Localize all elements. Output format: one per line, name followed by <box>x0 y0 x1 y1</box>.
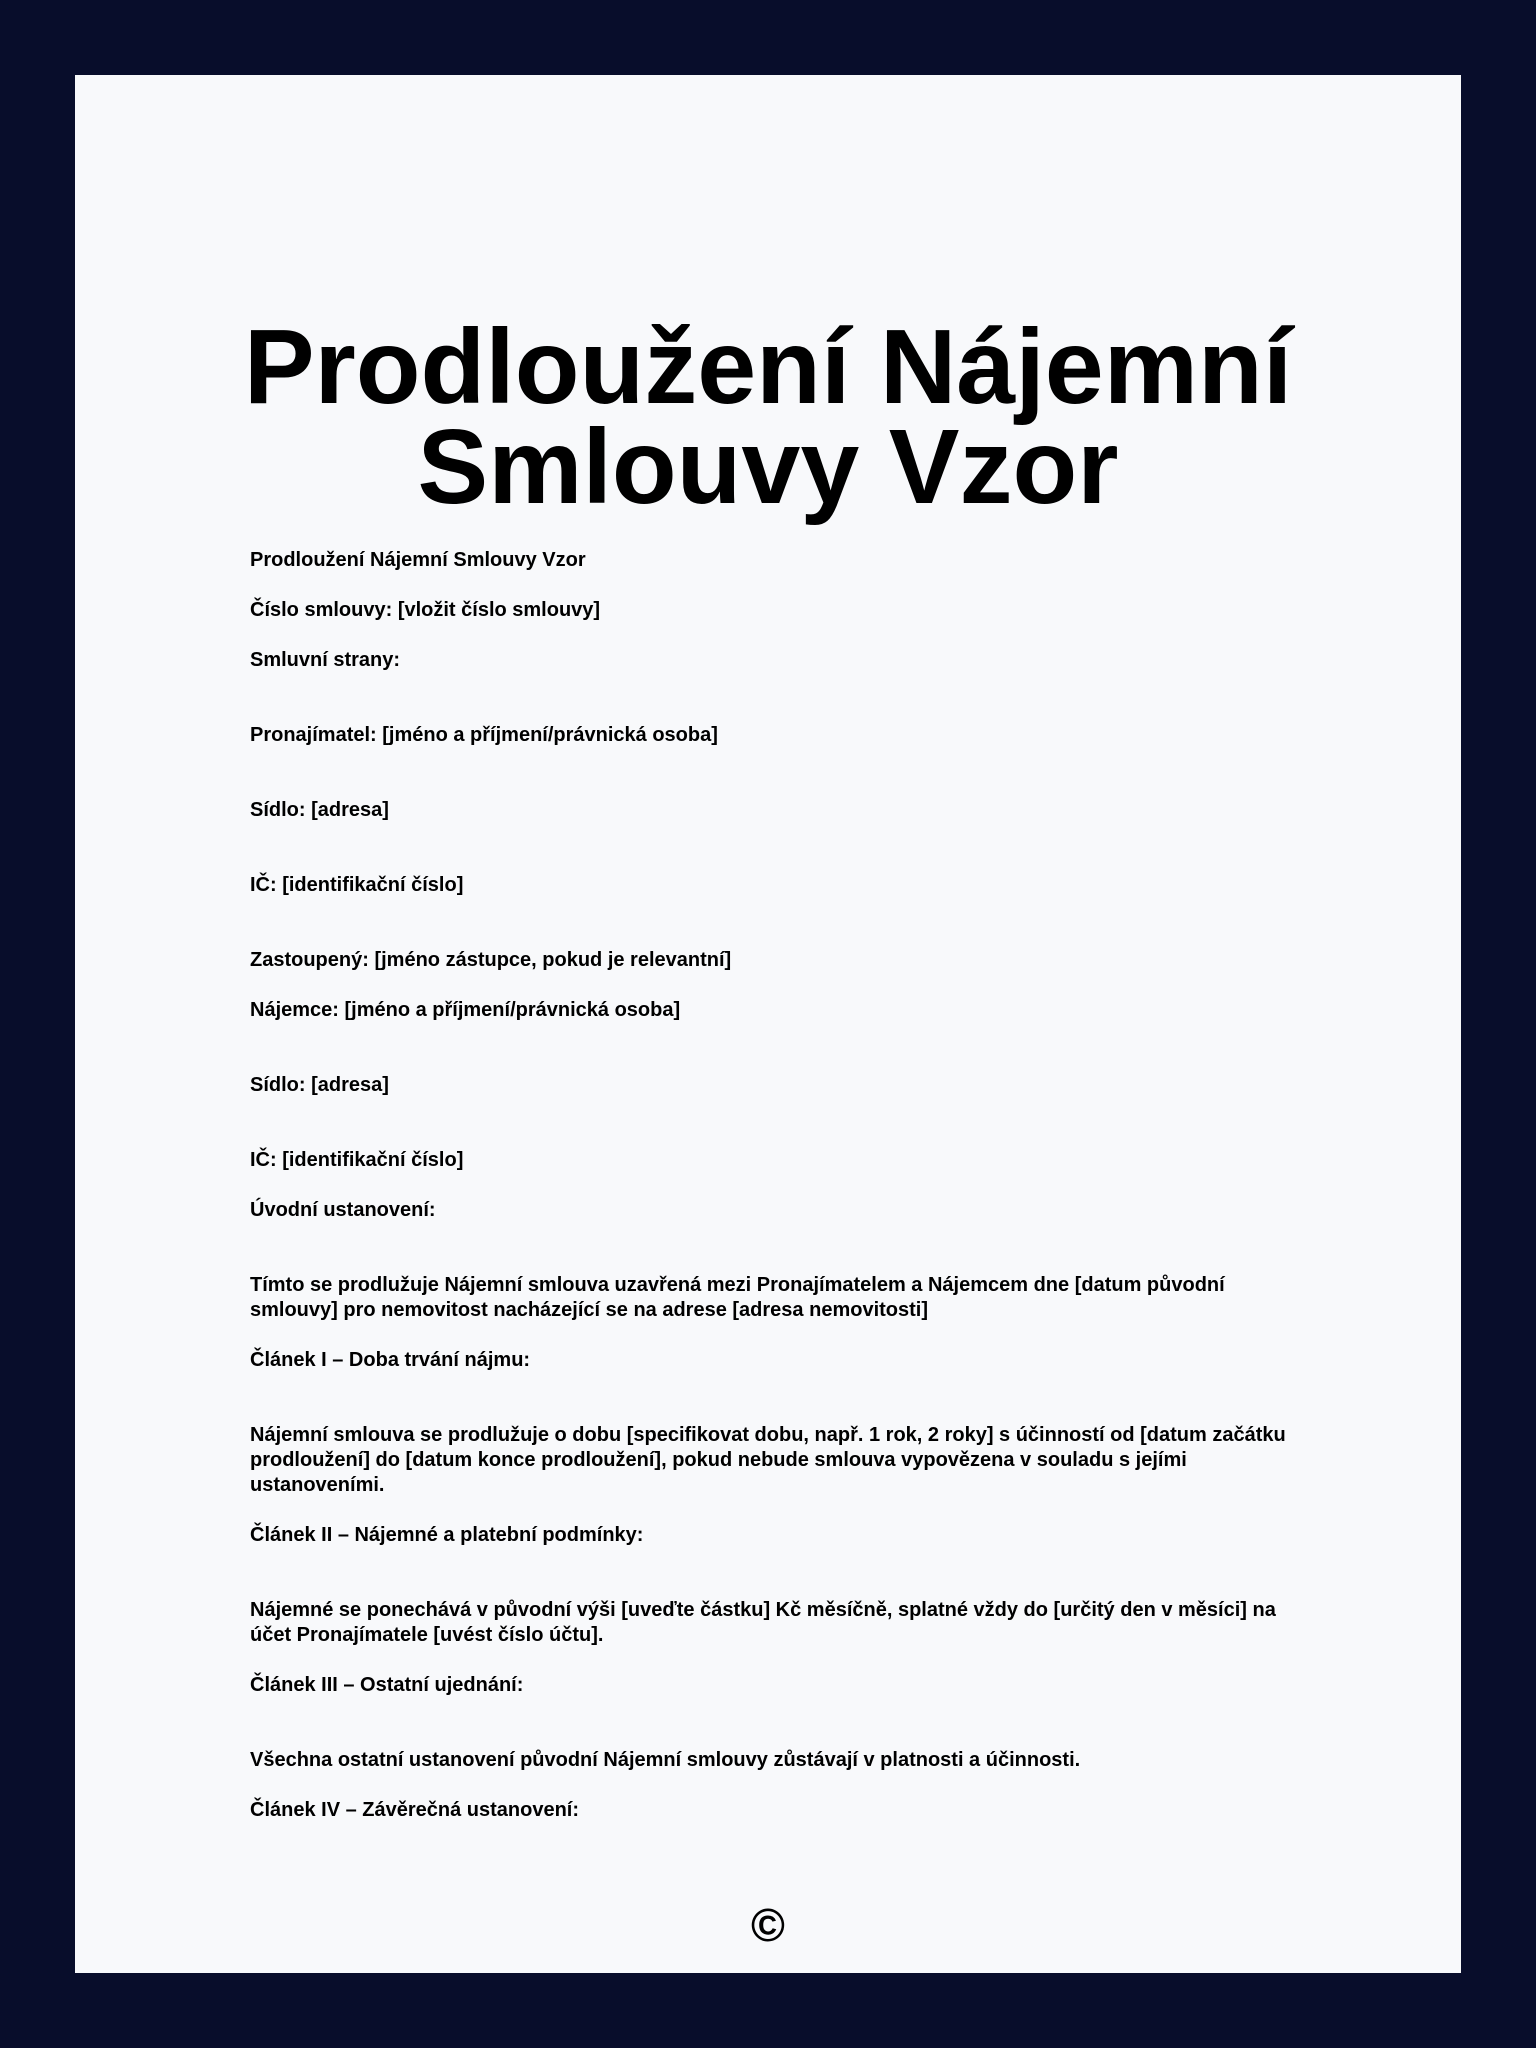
paragraph-article-2-heading: Článek II – Nájemné a platební podmínky: <box>250 1524 644 1546</box>
document-body <box>250 548 1290 1823</box>
paragraph-heading: Prodloužení Nájemní Smlouvy Vzor <box>250 549 586 571</box>
paragraph-tenant-id: IČ: [identifikační číslo] <box>250 1149 464 1171</box>
document-page <box>75 75 1461 1973</box>
paragraph-representative: Zastoupený: [jméno zástupce, pokud je relevantní] <box>250 949 732 971</box>
paragraph-tenant-address: Sídlo: [adresa] <box>250 1074 389 1096</box>
paragraph-landlord: Pronajímatel: [jméno a příjmení/právnická osoba] <box>250 724 718 746</box>
paragraph-landlord-address: Sídlo: [adresa] <box>250 799 389 821</box>
paragraph-tenant: Nájemce: [jméno a příjmení/právnická osoba] <box>250 999 681 1021</box>
paragraph-article-1-heading: Článek I – Doba trvání nájmu: <box>250 1349 531 1371</box>
paragraph-landlord-id: IČ: [identifikační číslo] <box>250 874 464 896</box>
paragraph-article-1-text: Nájemní smlouva se prodlužuje o dobu [specifikovat dobu, např. 1 rok, 2 roky] s účinností od [datum začátku prodloužení] do [datum konce prodloužení], pokud nebude smlouva vypovězena v souladu s jejími ustanoveními. <box>250 1424 1286 1496</box>
document-title: Prodloužení Nájemní Smlouvy Vzor <box>243 308 1293 526</box>
paragraph-contract-number: Číslo smlouvy: [vložit číslo smlouvy] <box>250 599 601 621</box>
paragraph-intro-text: Tímto se prodlužuje Nájemní smlouva uzavřená mezi Pronajímatelem a Nájemcem dne [datum původní smlouvy] pro nemovitost nacházející se na adrese [adresa nemovitosti] <box>250 1274 1225 1321</box>
paragraph-article-2-text: Nájemné se ponechává v původní výši [uveďte částku] Kč měsíčně, splatné vždy do [určitý den v měsíci] na účet Pronajímatele [uvést číslo účtu]. <box>250 1599 1276 1646</box>
paragraph-article-3-heading: Článek III – Ostatní ujednání: <box>250 1674 524 1696</box>
paragraph-article-3-text: Všechna ostatní ustanovení původní Nájemní smlouvy zůstávají v platnosti a účinnosti. <box>250 1749 1081 1771</box>
paragraph-intro-heading: Úvodní ustanovení: <box>250 1199 436 1221</box>
paragraph-article-4-heading: Článek IV – Závěrečná ustanovení: <box>250 1799 580 1821</box>
copyright-icon: © <box>751 1899 785 1951</box>
paragraph-parties-heading: Smluvní strany: <box>250 649 401 671</box>
